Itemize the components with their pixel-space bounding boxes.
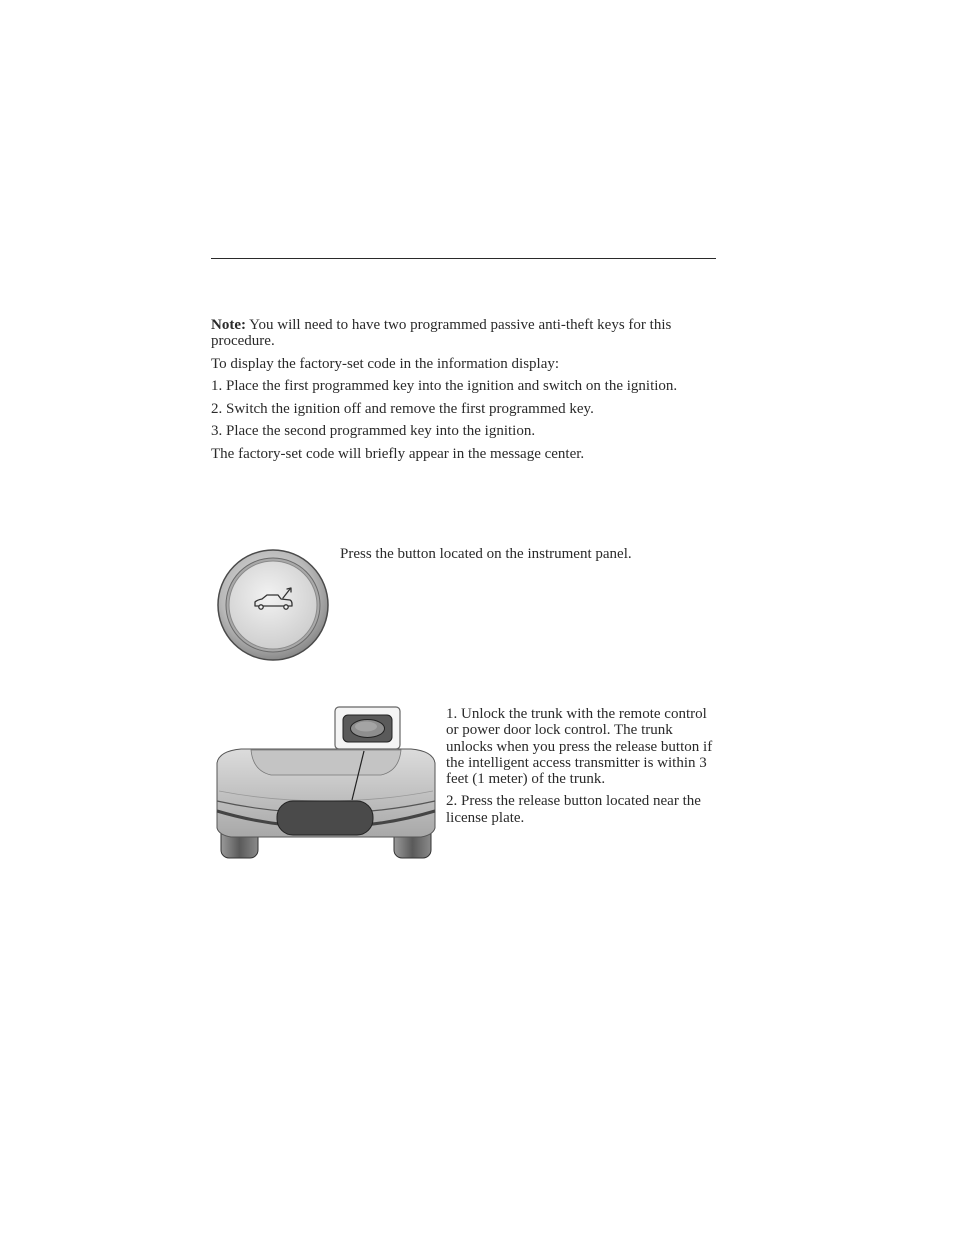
trunk-release-button-icon (211, 545, 333, 663)
note-paragraph (211, 317, 716, 349)
exterior-step-2: 2. Press the release button located near the license plate. (446, 793, 701, 826)
exterior-step-1: 1. Unlock the trunk with the remote control or power door lock control. The trunk unlocks when you press the release button if the intelligent access transmitter is within 3 feet (1 meter) of the trunk. (446, 706, 713, 788)
note-text: You will need to have two programmed passive anti-theft keys for this procedure. (211, 317, 672, 349)
note-label: Note: (211, 317, 246, 333)
code-procedure-section (211, 317, 716, 468)
exterior-release-instructions (446, 706, 718, 832)
step-2: 2. Switch the ignition off and remove the first programmed key. (211, 400, 594, 417)
intro-text: To display the factory-set code in the information display: (211, 355, 560, 372)
step-3: 3. Place the second programmed key into the ignition. (211, 423, 536, 439)
step-1: 1. Place the first programmed key into the ignition and switch on the ignition. (211, 378, 678, 394)
rear-trunk-release-icon (211, 703, 438, 860)
panel-release-caption: Press the button located on the instrument panel. (340, 546, 632, 562)
header-rule (211, 258, 716, 259)
result-text: The factory-set code will briefly appear in the message center. (211, 445, 585, 462)
